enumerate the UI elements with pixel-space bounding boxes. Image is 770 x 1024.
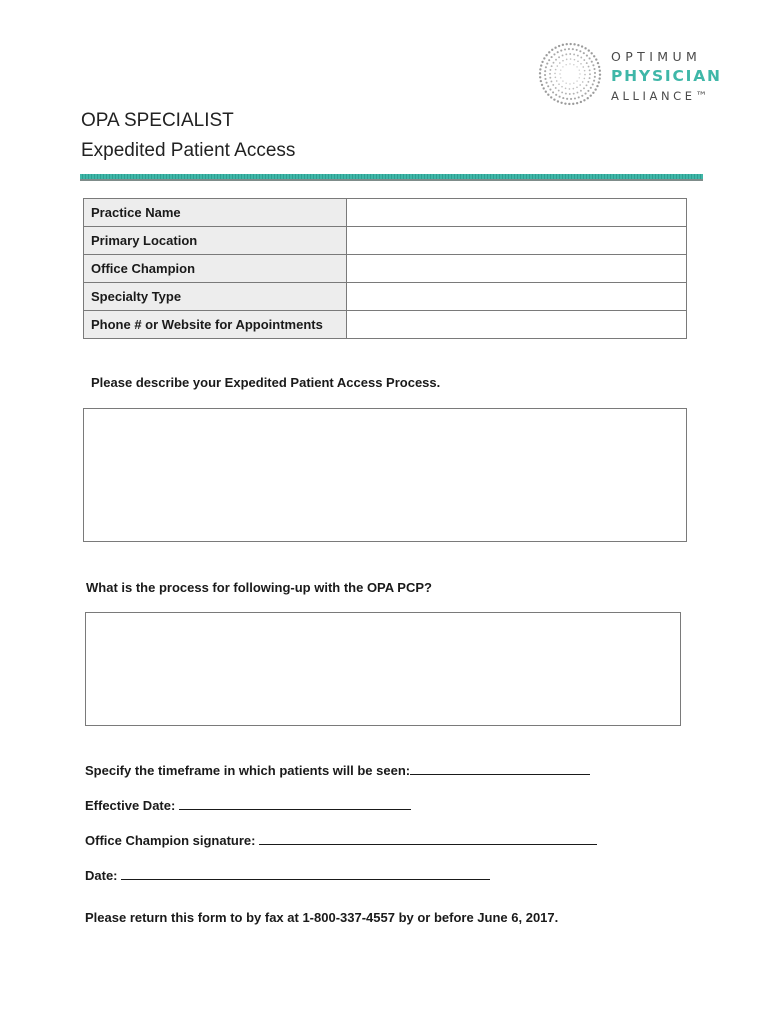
logo-dot	[549, 88, 551, 90]
practice-name-label: Practice Name	[84, 199, 347, 227]
logo-dot	[565, 93, 567, 95]
page-subtitle: Expedited Patient Access	[81, 140, 296, 161]
access-process-question: Please describe your Expedited Patient Access Process.	[91, 375, 441, 390]
logo-dot	[584, 74, 586, 76]
logo-dot	[576, 66, 577, 67]
phone-website-field[interactable]	[347, 311, 687, 339]
logo-dot	[558, 83, 560, 85]
logo-dot	[544, 74, 546, 76]
logo-dot	[580, 90, 582, 92]
logo-dot	[570, 58, 572, 60]
logo-dot	[555, 69, 557, 71]
logo-dot	[572, 48, 574, 50]
logo-dot	[540, 64, 542, 66]
logo-dot	[560, 102, 562, 104]
logo-dot	[565, 83, 566, 84]
logo-dot	[580, 57, 582, 59]
logo-dot	[573, 43, 575, 45]
logo-dot	[587, 97, 589, 99]
logo-dot	[584, 93, 586, 95]
logo-dot	[590, 52, 592, 54]
logo-dot	[590, 94, 592, 96]
office-champion-label: Office Champion	[84, 255, 347, 283]
logo-dot	[549, 73, 551, 75]
logo-dot	[560, 77, 561, 78]
logo-dot	[582, 66, 584, 68]
logo-dot	[559, 73, 560, 74]
logo-dot	[580, 101, 582, 103]
logo-dot	[560, 69, 561, 70]
logo-line-optimum: OPTIMUM	[611, 49, 702, 64]
logo-dot	[586, 62, 588, 64]
logo-dot	[598, 81, 600, 83]
office-champion-field[interactable]	[347, 255, 687, 283]
logo-dot	[541, 61, 543, 63]
logo-dot	[550, 96, 552, 98]
primary-location-label: Primary Location	[84, 227, 347, 255]
logo-dot	[593, 80, 595, 82]
logo-dot	[594, 76, 596, 78]
logo-dot	[568, 103, 570, 105]
logo-dot	[573, 83, 574, 84]
logo-dot	[558, 56, 560, 58]
logo-dot	[579, 50, 581, 52]
effective-date-field[interactable]	[179, 797, 411, 810]
logo-dot	[578, 96, 580, 98]
follow-up-question: What is the process for following-up with the OPA PCP?	[86, 580, 432, 595]
table-row	[84, 227, 687, 255]
specialty-type-field[interactable]	[347, 283, 687, 311]
logo-dot	[577, 60, 579, 62]
logo-dot	[561, 91, 563, 93]
page-title: OPA SPECIALIST	[81, 110, 234, 131]
logo-dot	[586, 55, 588, 57]
logo-dot	[592, 83, 594, 85]
logo-dot	[595, 58, 597, 60]
logo-dot	[552, 84, 554, 86]
logo-dot	[564, 48, 566, 50]
logo-dot	[576, 80, 577, 81]
effective-date-line	[85, 797, 411, 813]
logo-dot	[589, 69, 591, 71]
logo-dot	[549, 77, 551, 79]
logo-dot	[551, 81, 553, 83]
practice-info-table	[83, 198, 687, 339]
logo-dot	[566, 98, 568, 100]
logo-line-alliance: ALLIANCE™	[611, 89, 711, 103]
logo-dot	[558, 45, 560, 47]
logo-dot	[566, 43, 568, 45]
logo-dot	[577, 92, 579, 94]
logo-dot	[546, 63, 548, 65]
logo-dot	[579, 73, 580, 74]
date-field[interactable]	[121, 867, 490, 880]
logo-dot	[586, 84, 588, 86]
logo-dot	[577, 44, 579, 46]
logo-dot	[547, 94, 549, 96]
logo-dot	[544, 70, 546, 72]
logo-dot	[599, 70, 601, 72]
logo-dot	[570, 98, 572, 100]
logo-dot	[556, 80, 558, 82]
logo-dot	[544, 78, 546, 80]
logo-dot	[593, 68, 595, 70]
logo-dot	[594, 72, 596, 74]
logo-dot	[579, 77, 580, 78]
logo-dot	[558, 90, 560, 92]
timeframe-field[interactable]	[410, 762, 590, 775]
logo-dot	[572, 103, 574, 105]
timeframe-label: Specify the timeframe in which patients will be seen:	[85, 763, 411, 778]
logo-dot	[562, 66, 563, 67]
logo-dot	[566, 59, 568, 61]
logo-dot	[561, 86, 563, 88]
practice-name-field[interactable]	[347, 199, 687, 227]
logo-dot	[583, 52, 585, 54]
logo-dot	[559, 96, 561, 98]
logo-dot	[584, 70, 586, 72]
logo-dot	[577, 55, 579, 57]
logo-dot	[557, 100, 559, 102]
logo-dot	[587, 90, 589, 92]
signature-label: Office Champion signature:	[85, 833, 256, 848]
logo-dot	[556, 65, 558, 67]
logo-dot	[598, 77, 600, 79]
logo-dot	[552, 91, 554, 93]
access-process-answer-box[interactable]	[83, 408, 687, 542]
logo-dot	[551, 65, 553, 67]
logo-dot	[543, 87, 545, 89]
logo-dot	[565, 53, 567, 55]
logo-dot	[555, 59, 557, 61]
logo-dot	[569, 43, 571, 45]
logo-line-physician: PHYSICIAN	[611, 67, 722, 85]
header-divider	[80, 174, 703, 181]
logo-dot	[583, 99, 585, 101]
table-row	[84, 283, 687, 311]
logo-dot	[555, 77, 557, 79]
logo-dot	[562, 97, 564, 99]
logo-dot	[545, 66, 547, 68]
logo-dot	[562, 44, 564, 46]
logo-dot	[579, 84, 581, 86]
logo-dot	[562, 80, 563, 81]
logo-dot	[593, 55, 595, 57]
logo-dot	[574, 97, 576, 99]
logo-dot	[573, 53, 575, 55]
logo-dot	[547, 85, 549, 87]
logo-dot	[574, 59, 576, 61]
logo-dot	[548, 59, 550, 61]
logo-dot	[539, 68, 541, 70]
logo-dot	[562, 60, 564, 62]
follow-up-answer-box[interactable]	[85, 612, 681, 726]
logo-dot	[588, 66, 590, 68]
logo-dot	[545, 54, 547, 56]
logo-dot	[582, 81, 584, 83]
effective-date-label: Effective Date:	[85, 798, 176, 813]
logo-dot	[562, 55, 564, 57]
signature-line	[85, 832, 597, 848]
phone-website-label: Phone # or Website for Appointments	[84, 311, 347, 339]
logo-dot	[569, 88, 571, 90]
logo-dot	[579, 69, 580, 70]
logo-dot	[555, 94, 557, 96]
logo-dot	[551, 56, 553, 58]
logo-dot	[543, 57, 545, 59]
logo-dot	[592, 92, 594, 94]
logo-dot	[541, 84, 543, 86]
logo-dot	[539, 76, 541, 78]
logo-dot	[565, 88, 567, 90]
logo-dot	[588, 49, 590, 51]
logo-dot	[553, 53, 555, 55]
logo-dot	[596, 85, 598, 87]
logo-dot	[580, 63, 582, 65]
dotted-circle-logo-icon	[536, 40, 604, 108]
logo-dot	[569, 83, 570, 84]
logo-dot	[554, 47, 556, 49]
logo-dot	[553, 62, 555, 64]
logo-dot	[584, 78, 586, 80]
logo-dot	[564, 102, 566, 104]
logo-dot	[583, 87, 585, 89]
logo-dot	[581, 95, 583, 97]
signature-field[interactable]	[259, 832, 597, 845]
logo-dot	[589, 77, 591, 79]
logo-dot	[560, 50, 562, 52]
logo-dot	[553, 98, 555, 100]
logo-dot	[591, 61, 593, 63]
logo-dot	[573, 93, 575, 95]
logo-dot	[555, 87, 557, 89]
logo-dot	[559, 62, 561, 64]
specialty-type-label: Specialty Type	[84, 283, 347, 311]
logo-dot	[557, 51, 559, 53]
primary-location-field[interactable]	[347, 227, 687, 255]
logo-dot	[594, 88, 596, 90]
table-row	[84, 311, 687, 339]
date-line	[85, 867, 490, 883]
logo-dot	[592, 64, 594, 66]
logo-dot	[546, 82, 548, 84]
logo-dot	[583, 59, 585, 61]
logo-dot	[554, 73, 556, 75]
logo-dot	[597, 62, 599, 64]
logo-dot	[549, 69, 551, 71]
logo-dot	[599, 73, 601, 75]
logo-dot	[576, 49, 578, 51]
logo-dot	[569, 53, 571, 55]
date-label: Date:	[85, 868, 118, 883]
logo-dot	[581, 45, 583, 47]
logo-dot	[584, 47, 586, 49]
table-row	[84, 199, 687, 227]
logo	[536, 40, 736, 112]
logo-dot	[576, 102, 578, 104]
logo-dot	[590, 87, 592, 89]
logo-dot	[569, 63, 570, 64]
logo-dot	[573, 88, 575, 90]
logo-dot	[548, 51, 550, 53]
logo-dot	[569, 93, 571, 95]
logo-dot	[589, 73, 591, 75]
logo-dot	[539, 72, 541, 74]
timeframe-line	[85, 762, 590, 778]
logo-dot	[568, 48, 570, 50]
logo-dot	[576, 86, 578, 88]
logo-dot	[565, 64, 566, 65]
logo-dot	[587, 81, 589, 83]
logo-dot	[545, 91, 547, 93]
logo-dot	[573, 64, 574, 65]
logo-dot	[598, 66, 600, 68]
return-instructions: Please return this form to by fax at 1-800-337-4557 by or before June 6, 2017.	[85, 910, 559, 925]
table-row	[84, 255, 687, 283]
logo-dot	[551, 49, 553, 51]
logo-dot	[589, 57, 591, 59]
logo-dot	[540, 80, 542, 82]
